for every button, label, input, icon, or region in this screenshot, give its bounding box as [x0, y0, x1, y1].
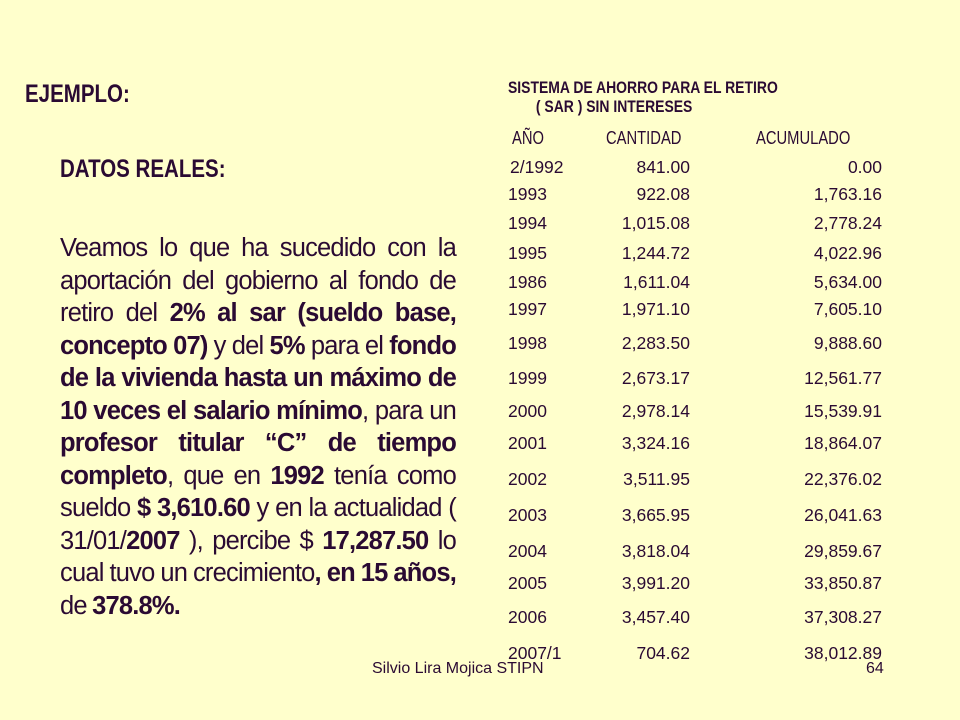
- paragraph-run: ), percibe $: [179, 526, 323, 555]
- paragraph-run: $ 3,610.60: [136, 494, 250, 522]
- row-accumulated: 12,561.77: [804, 368, 882, 388]
- row-accumulated: 15,539.91: [804, 401, 882, 421]
- footer-text: Silvio Lira Mojica STIPN: [372, 660, 544, 677]
- row-amount: 704.62: [636, 643, 690, 663]
- row-accumulated: 7,605.10: [813, 299, 882, 319]
- row-accumulated: 22,376.02: [804, 469, 882, 489]
- row-accumulated: 4,022.96: [813, 243, 882, 263]
- row-accumulated: 26,041.63: [804, 505, 882, 525]
- row-year: 1997: [508, 299, 547, 319]
- paragraph-run: Veamos lo que ha sucedido con la aportación del gobierno al fondo de retiro del: [60, 234, 456, 327]
- row-amount: 3,665.95: [621, 505, 690, 525]
- row-year: 1986: [508, 272, 547, 292]
- row-year: 2000: [508, 401, 547, 421]
- paragraph-run: de: [60, 591, 93, 620]
- row-accumulated: 37,308.27: [804, 607, 882, 627]
- row-accumulated: 33,850.87: [804, 573, 882, 593]
- paragraph-run: fondo de la vivienda hasta un máximo de 10 veces el salario mínimo: [60, 331, 457, 425]
- row-amount: 1,971.10: [621, 299, 690, 319]
- paragraph-run: y del: [207, 331, 270, 360]
- row-accumulated: 2,778.24: [813, 213, 882, 233]
- row-year: 2007/1: [508, 643, 562, 663]
- row-year: 2006: [508, 607, 547, 627]
- row-amount: 2,283.50: [621, 333, 690, 353]
- row-amount: 922.08: [636, 184, 690, 204]
- paragraph-run: y en la actualidad ( 31/01/: [60, 494, 456, 555]
- paragraph-run: 2% al sar (sueldo base, concepto 07): [60, 299, 456, 360]
- row-accumulated: 38,012.89: [804, 643, 882, 663]
- paragraph-run: tenía como sueldo: [60, 461, 456, 522]
- column-header-year: AÑO: [512, 128, 544, 148]
- row-year: 1995: [508, 243, 547, 263]
- row-year: 1999: [508, 368, 547, 388]
- subheading: DATOS REALES:: [60, 155, 226, 183]
- row-year: 2003: [508, 505, 547, 525]
- row-amount: 1,244.72: [621, 243, 690, 263]
- row-amount: 2,978.14: [621, 401, 690, 421]
- body-paragraph: [60, 232, 456, 622]
- row-amount: 3,324.16: [621, 433, 690, 453]
- row-accumulated: 1,763.16: [813, 184, 882, 204]
- paragraph-run: , en 15 años,: [314, 559, 456, 587]
- paragraph-run: lo cual tuvo un crecimiento: [60, 526, 456, 587]
- paragraph-run: , para un: [362, 396, 456, 425]
- row-amount: 3,818.04: [621, 541, 690, 561]
- paragraph-run: profesor titular “C” de tiempo completo: [60, 429, 456, 490]
- paragraph-run: 1992: [270, 461, 324, 490]
- paragraph-run: , que en: [166, 461, 271, 490]
- heading: EJEMPLO:: [25, 80, 130, 108]
- row-amount: 3,511.95: [623, 469, 690, 489]
- table-title-line-1: SISTEMA DE AHORRO PARA EL RETIRO: [508, 78, 778, 97]
- row-accumulated: 5,634.00: [813, 272, 882, 292]
- table-title: [508, 78, 837, 116]
- row-accumulated: 29,859.67: [804, 541, 882, 561]
- row-year: 2005: [508, 573, 547, 593]
- row-year: 2001: [508, 433, 547, 453]
- row-amount: 1,015.08: [621, 213, 690, 233]
- row-amount: 1,611.04: [623, 272, 690, 292]
- paragraph-run: para el: [304, 331, 390, 360]
- row-year: 1994: [508, 213, 547, 233]
- paragraph-run: 2007: [126, 526, 180, 555]
- page-number: 64: [866, 660, 884, 677]
- row-amount: 2,673.17: [621, 368, 690, 388]
- paragraph-run: 378.8%.: [92, 591, 181, 620]
- column-header-amount: CANTIDAD: [606, 128, 682, 148]
- paragraph-run: 5%: [269, 331, 305, 360]
- row-year: 2/1992: [510, 157, 564, 177]
- row-amount: 841.00: [636, 157, 690, 177]
- row-year: 2004: [508, 541, 547, 561]
- row-accumulated: 0.00: [847, 157, 882, 177]
- paragraph-run: 17,287.50: [322, 526, 429, 555]
- column-header-accumulated: ACUMULADO: [756, 128, 851, 148]
- row-amount: 3,991.20: [621, 573, 690, 593]
- row-year: 1998: [508, 333, 547, 353]
- row-accumulated: 18,864.07: [804, 433, 882, 453]
- table-title-line-2: ( SAR ) SIN INTERESES: [535, 97, 693, 116]
- row-amount: 3,457.40: [621, 607, 690, 627]
- row-accumulated: 9,888.60: [813, 333, 882, 353]
- row-year: 1993: [508, 184, 547, 204]
- row-year: 2002: [508, 469, 547, 489]
